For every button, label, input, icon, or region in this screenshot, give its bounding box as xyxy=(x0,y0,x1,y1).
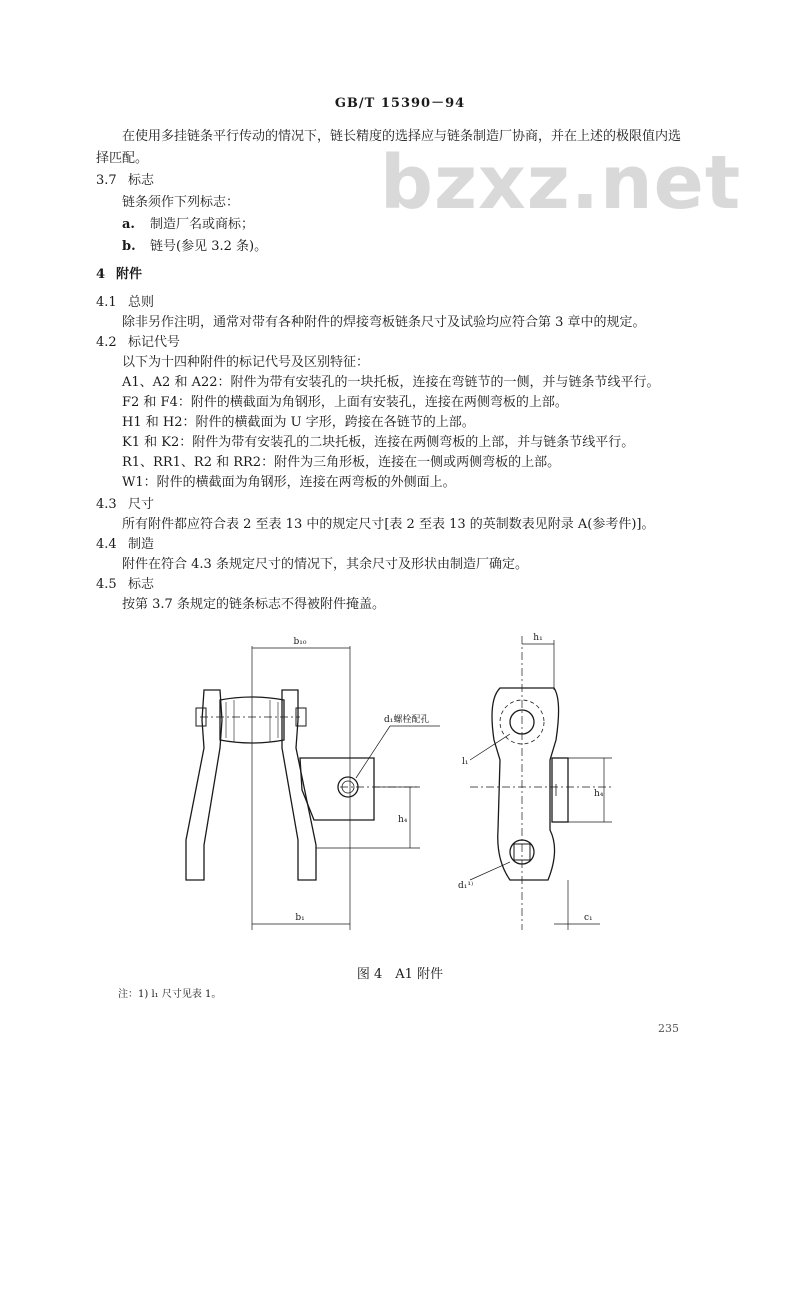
page-number: 235 xyxy=(658,1022,679,1035)
list-item: W1：附件的横截面为角钢形，连接在两弯板的外侧面上。 xyxy=(122,475,456,490)
paragraph-line: 择匹配。 xyxy=(96,151,149,166)
section-title: 标记代号 xyxy=(128,335,181,350)
section-number: 3.7 xyxy=(96,173,117,188)
figure-note: 注：1) l₁ 尺寸见表 1。 xyxy=(118,989,222,1000)
paragraph-line: 按第 3.7 条规定的链条标志不得被附件掩盖。 xyxy=(122,597,385,612)
section-title: 制造 xyxy=(128,537,155,552)
paragraph-line: 所有附件都应符合表 2 至表 13 中的规定尺寸[表 2 至表 13 的英制数表见附录 A(参考件)]。 xyxy=(122,517,655,532)
watermark: bzxz.net xyxy=(380,140,742,226)
page-header: GB/T 15390－94 xyxy=(334,96,466,111)
dim-label-h4-left: h₄ xyxy=(398,815,408,825)
section-number: 4.5 xyxy=(96,577,117,592)
dim-label-d1: d₁¹⁾ xyxy=(458,881,474,891)
list-item: 链号(参见 3.2 条)。 xyxy=(150,239,268,254)
attachment-profile xyxy=(552,758,568,822)
section-title: 总则 xyxy=(128,295,155,310)
list-item: H1 和 H2：附件的横截面为 U 字形，跨接在各链节的上部。 xyxy=(122,415,475,430)
list-item: 制造厂名或商标； xyxy=(150,217,255,232)
list-item: R1、RR1、R2 和 RR2：附件为三角形板，连接在一侧或两侧弯板的上部。 xyxy=(122,455,561,470)
dim-label-h1: h₁ xyxy=(533,633,543,643)
section-number: 4.2 xyxy=(96,335,117,350)
chapter-title: 附件 xyxy=(116,267,143,282)
dim-label-b1: b₁ xyxy=(295,913,305,923)
list-label: b. xyxy=(122,239,136,254)
section-number: 4.3 xyxy=(96,497,117,512)
side-link-plate xyxy=(492,688,559,880)
dim-label-c1: c₁ xyxy=(584,913,593,923)
section-number: 4.1 xyxy=(96,295,117,310)
list-label: a. xyxy=(122,217,135,232)
section-title: 尺寸 xyxy=(128,497,155,512)
left-bent-plate xyxy=(186,690,222,880)
list-item: F2 和 F4：附件的横截面为角钢形，上面有安装孔，连接在两侧弯板的上部。 xyxy=(122,395,568,410)
list-item: A1、A2 和 A22：附件为带有安装孔的一块托板，连接在弯链节的一侧，并与链条节线平行。 xyxy=(122,375,660,390)
dim-label-bolt-hole: d₁螺栓配孔 xyxy=(384,715,430,725)
section-number: 4.4 xyxy=(96,537,117,552)
list-item: K1 和 K2：附件为带有安装孔的二块托板，连接在两侧弯板的上部，并与链条节线平行。 xyxy=(122,435,635,450)
paragraph-line: 在使用多挂链条平行传动的情况下，链长精度的选择应与链条制造厂协商，并在上述的极限值内选 xyxy=(122,129,682,144)
dim-label-l1: l₁ xyxy=(462,757,469,767)
section-title: 标志 xyxy=(128,173,155,188)
paragraph-line: 附件在符合 4.3 条规定尺寸的情况下，其余尺寸及形状由制造厂确定。 xyxy=(122,557,528,572)
section-title: 标志 xyxy=(128,577,155,592)
chapter-number: 4 xyxy=(96,267,106,282)
right-bent-plate xyxy=(282,690,316,880)
paragraph-line: 以下为十四种附件的标记代号及区别特征： xyxy=(122,355,370,370)
figure-caption: 图 4 A1 附件 xyxy=(356,967,444,982)
paragraph-line: 链条须作下列标志： xyxy=(122,195,240,210)
dim-label-h4-right: h₄ xyxy=(594,789,604,799)
paragraph-line: 除非另作注明，通常对带有各种附件的焊接弯板链条尺寸及试验均应符合第 3 章中的规定。 xyxy=(122,315,646,330)
dim-label-b10: b₁₀ xyxy=(293,637,307,647)
